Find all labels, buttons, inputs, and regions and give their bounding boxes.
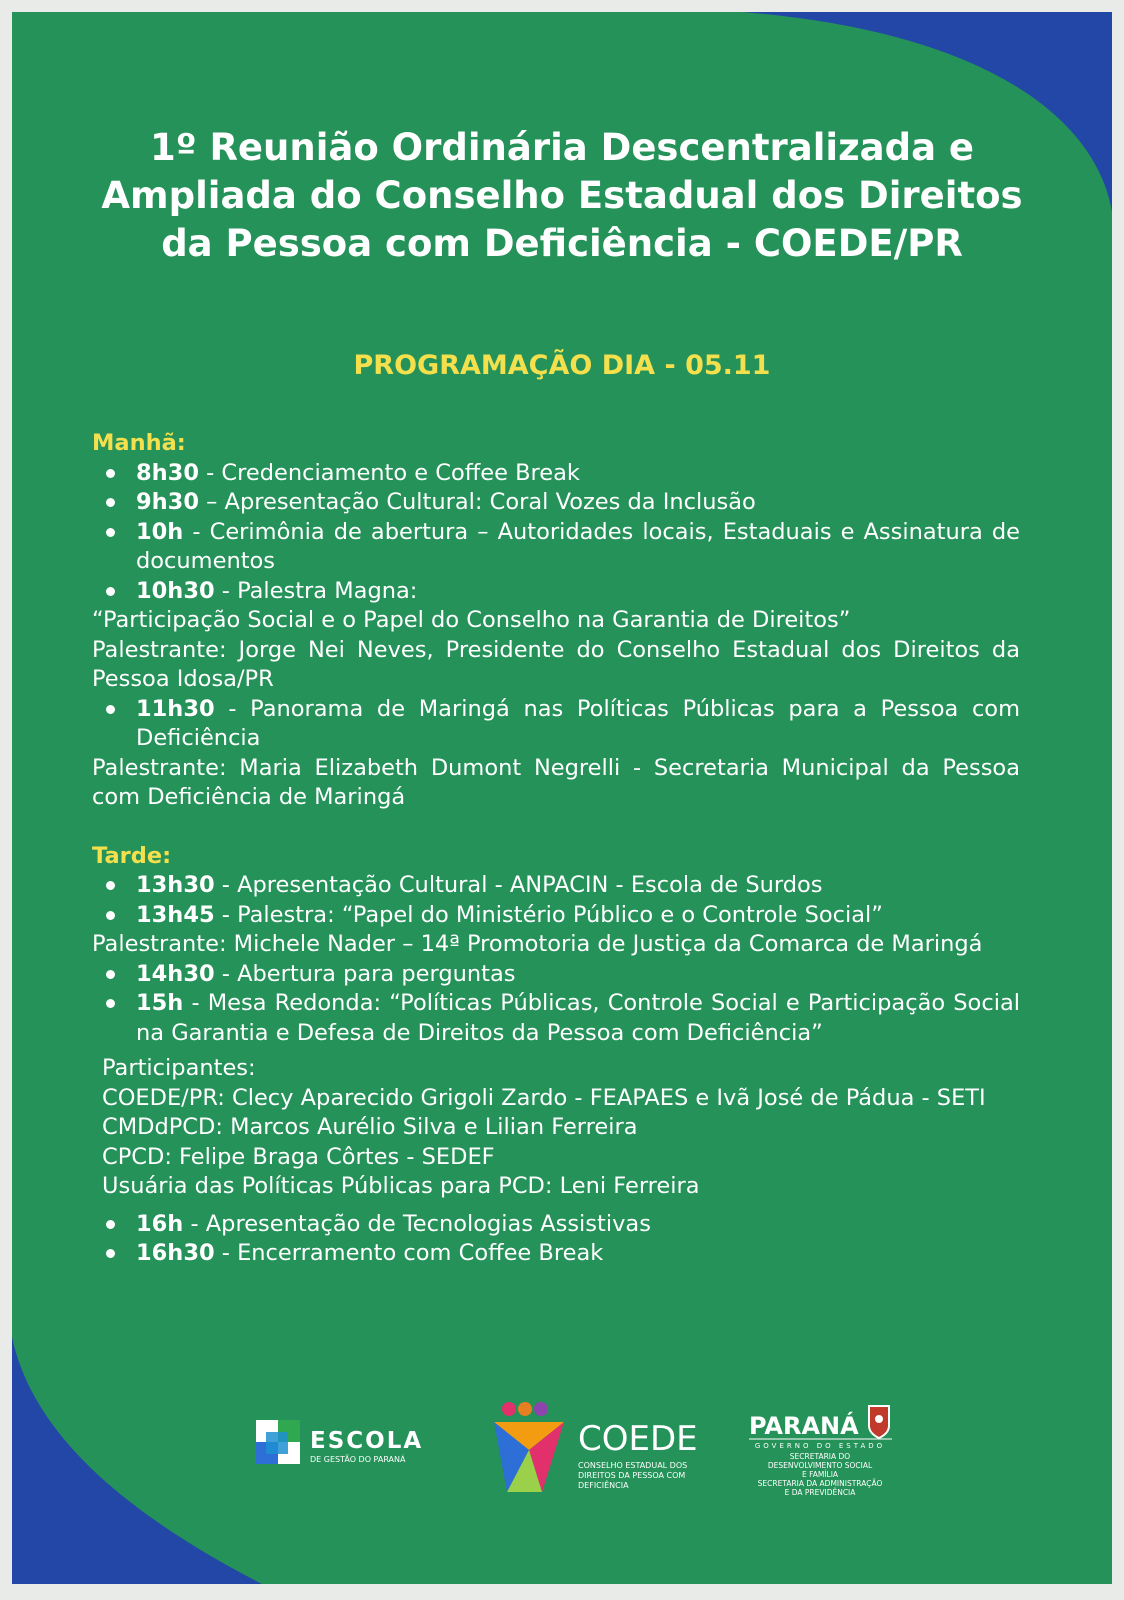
schedule-time: 9h30 [136,489,199,515]
coede-sub-line: CONSELHO ESTADUAL DOS [578,1461,688,1470]
title-line-1: 1º Reunião Ordinária Descentralizada e [149,126,975,169]
program-content [92,429,1020,1269]
coede-logo [494,1402,698,1492]
schedule-text: - Palestra: “Papel do Ministério Público e o Controle Social” [214,901,883,928]
coede-mark-icon [494,1402,564,1492]
schedule-item [92,871,1020,901]
escola-sub: DE GESTÃO DO PARANÁ [310,1455,406,1464]
participants-label: Participantes: [102,1055,256,1081]
schedule-text: - Encerramento com Coffee Break [214,1240,604,1266]
schedule-item [92,989,1020,1048]
keynote-title: “Participação Social e o Papel do Conselho na Garantia de Direitos” [92,607,851,633]
schedule-text: - Apresentação de Tecnologias Assistivas [183,1210,651,1237]
schedule-item [92,577,1020,607]
coede-sub-line: DEFICIÊNCIA [578,1481,629,1490]
schedule-time: 16h [136,1210,184,1237]
parana-sub-line: SECRETARIA DA ADMINISTRAÇÃO [757,1479,883,1488]
schedule-text: - Credenciamento e Coffee Break [199,459,580,486]
schedule-time: 8h30 [136,459,199,486]
schedule-time: 15h [136,990,184,1016]
parana-sub-line: E FAMÍLIA [801,1470,839,1479]
coede-sub-line: DIREITOS DA PESSOA COM [578,1471,686,1480]
parana-name: PARANÁ [749,1412,859,1440]
keynote-speaker: Palestrante: Jorge Nei Neves, Presidente do Conselho Estadual dos Direitos da Pessoa Idosa/PR [92,636,1020,692]
parana-sub-line: SECRETARIA DO [789,1452,851,1461]
schedule-time: 10h30 [136,577,215,604]
schedule-item [92,901,1020,931]
poster [12,12,1112,1584]
schedule-text: - Panorama de Maringá nas Políticas Públicas para a Pessoa com Deficiência [136,695,1020,751]
schedule-text: - Apresentação Cultural - ANPACIN - Escola de Surdos [214,872,823,898]
escola-logo [256,1420,423,1464]
logos-footer [12,1392,1112,1512]
parana-logo [749,1406,892,1497]
schedule-time: 11h30 [136,695,215,722]
schedule-text: - Palestra Magna: [214,577,418,604]
schedule-item [92,960,1020,990]
schedule-time: 13h30 [136,872,215,898]
schedule-time: 16h30 [136,1240,215,1266]
parana-gov: GOVERNO DO ESTADO [754,1442,886,1450]
title-line-3: da Pessoa com Deficiência - COEDE/PR [161,222,963,265]
schedule-time: 14h30 [136,960,215,987]
schedule-time: 10h [136,518,184,545]
schedule-item [92,488,1020,518]
parana-coat-of-arms-icon [869,1406,889,1438]
participant-line: CPCD: Felipe Braga Côrtes - SEDEF [102,1143,495,1170]
parana-sub-line: E DA PREVIDÊNCIA [784,1488,856,1497]
participant-line: Usuária das Políticas Públicas para PCD: Leni Ferreira [102,1173,700,1199]
schedule-item [92,1239,1020,1269]
program-day-heading: PROGRAMAÇÃO DIA - 05.11 [353,350,771,381]
schedule-item [92,695,1020,754]
afternoon-label: Tarde: [92,842,172,869]
schedule-text: - Cerimônia de abertura – Autoridades locais, Estaduais e Assinatura de documentos [136,518,1020,574]
schedule-item [92,459,1020,489]
schedule-time: 13h45 [136,901,215,928]
schedule-item [92,518,1020,577]
panel-speaker: Palestrante: Maria Elizabeth Dumont Negrelli - Secretaria Municipal da Pessoa com Deficiência de Maringá [92,754,1020,810]
escola-name: ESCOLA [310,1428,424,1454]
schedule-text: – Apresentação Cultural: Coral Vozes da Inclusão [199,489,756,515]
schedule-text: - Mesa Redonda: “Políticas Públicas, Controle Social e Participação Social na Garantia e Defesa de Direitos da Pessoa com Deficiência” [136,990,1020,1046]
morning-label: Manhã: [92,430,186,456]
schedule-item [92,1210,1020,1240]
title-line-2: Ampliada do Conselho Estadual dos Direitos [101,174,1023,217]
lecture-speaker: Palestrante: Michele Nader – 14ª Promotoria de Justiça da Comarca de Maringá [92,931,983,957]
schedule-text: - Abertura para perguntas [214,960,516,987]
participant-line: CMDdPCD: Marcos Aurélio Silva e Lilian Ferreira [102,1114,638,1140]
coede-name: COEDE [578,1419,698,1459]
participant-line: COEDE/PR: Clecy Aparecido Grigoli Zardo - FEAPAES e Ivã José de Pádua - SETI [102,1084,986,1111]
page-title [12,124,1112,268]
participants-block [92,1054,1020,1202]
parana-sub-line: DESENVOLVIMENTO SOCIAL [767,1461,873,1470]
escola-mark-icon [256,1420,300,1464]
